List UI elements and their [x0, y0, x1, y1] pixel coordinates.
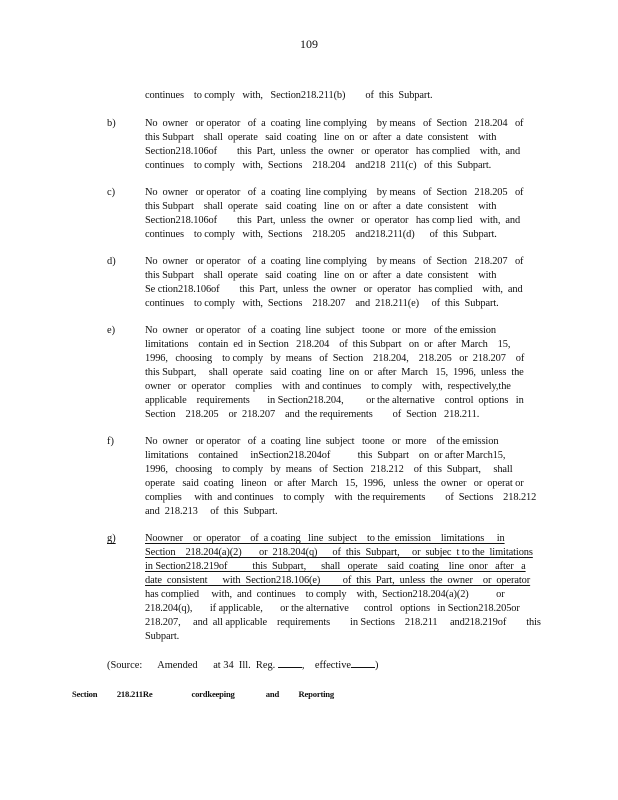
item-g-line-4: date consistent with Section218.106(e) of this Part, unless the owner or operator [145, 575, 531, 586]
item-e-line-1: No owner or operator of a coating line subject toone or more of the emission [145, 325, 496, 336]
item-g-line-2: Section 218.204(a)(2) or 218.204(q) of this Subpart, or subjec t to the limitations [145, 547, 533, 558]
item-f-line-2: limitations contained inSection218.204of this Subpart on or after March15, [145, 450, 506, 461]
item-f-line-6: and 218.213 of this Subpart. [145, 506, 278, 517]
item-label-c: c) [107, 187, 116, 198]
item-g-line-8: Subpart. [145, 631, 180, 642]
item-b-line-3: Section218.106of this Part, unless the owner or operator has complied with, and [145, 146, 521, 157]
item-d-line-4: continues to comply with, Sections 218.207 and 218.211(e) of this Subpart. [145, 298, 499, 309]
reg-page-blank [278, 658, 302, 668]
item-e-line-4: this Subpart, shall operate said coating line on or after March 15, 1996, unless the [145, 367, 524, 378]
item-g-line-7: 218.207, and all applicable requirements in Sections 218.211 and218.219of this [145, 617, 541, 628]
effective-date-blank [351, 658, 375, 668]
item-d-line-2: this Subpart shall operate said coating line on or after a date consistent with [145, 270, 497, 281]
item-label-g: g) [107, 533, 116, 544]
item-f-line-4: operate said coating lineon or after March 15, 1996, unless the owner or operat or [145, 478, 524, 489]
item-f-line-3: 1996, choosing to comply by means of Section 218.212 of this Subpart, shall [145, 464, 513, 475]
page-number: 109 [300, 37, 318, 51]
item-g-line-3: in Section218.219of this Subpart, shall operate said coating line onor after a [145, 561, 526, 572]
item-c-line-3: Section218.106of this Part, unless the owner or operator has comp lied with, and [145, 215, 521, 226]
item-e-line-3: 1996, choosing to comply by means of Section 218.204, 218.205 or 218.207 of [145, 353, 525, 364]
item-e-line-6: applicable requirements in Section218.204, or the alternative control options in [145, 395, 524, 406]
item-b-line-4: continues to comply with, Sections 218.204 and218 211(c) of this Subpart. [145, 160, 492, 171]
item-g-line-1: Noowner or operator of a coating line subject to the emission limitations in [145, 533, 505, 544]
item-label-f: f) [107, 436, 114, 447]
item-label-d: d) [107, 256, 116, 267]
source-suffix: ) [375, 660, 379, 671]
item-f-line-5: complies with and continues to comply with the requirements of Sections 218.212 [145, 492, 537, 503]
item-label-b: b) [107, 118, 116, 129]
item-e-line-5: owner or operator complies with and continues to comply with, respectively,the [145, 381, 511, 392]
item-c-line-2: this Subpart shall operate said coating line on or after a date consistent with [145, 201, 497, 212]
item-g-line-5: has complied with, and continues to comply with, Section218.204(a)(2) or [145, 589, 505, 600]
intro-continuation: continues to comply with, Section218.211(b) of this Subpart. [145, 90, 433, 101]
item-b-line-1: No owner or operator of a coating line complying by means of Section 218.204 of [145, 118, 524, 129]
item-c-line-1: No owner or operator of a coating line complying by means of Section 218.205 of [145, 187, 524, 198]
item-label-e: e) [107, 325, 116, 336]
source-prefix: (Source: Amended at 34 Ill. Reg. [107, 660, 276, 671]
source-middle: , effective [301, 660, 351, 671]
item-f-line-1: No owner or operator of a coating line subject toone or more of the emission [145, 436, 499, 447]
item-g-line-6: 218.204(q), if applicable, or the alternative control options in Section218.205or [145, 603, 520, 614]
item-d-line-1: No owner or operator of a coating line complying by means of Section 218.207 of [145, 256, 524, 267]
item-d-line-3: Se ction218.106of this Part, unless the owner or operator has complied with, and [145, 284, 523, 295]
item-b-line-2: this Subpart shall operate said coating line on or after a date consistent with [145, 132, 497, 143]
item-e-line-2: limitations contain ed in Section 218.204 of this Subpart on or after March 15, [145, 339, 511, 350]
item-e-line-7: Section 218.205 or 218.207 and the requirements of Section 218.211. [145, 409, 480, 420]
source-note [107, 658, 378, 673]
item-c-line-4: continues to comply with, Sections 218.205 and218.211(d) of this Subpart. [145, 229, 497, 240]
section-heading: Section 218.211Re cordkeeping and Reporting [72, 689, 334, 699]
